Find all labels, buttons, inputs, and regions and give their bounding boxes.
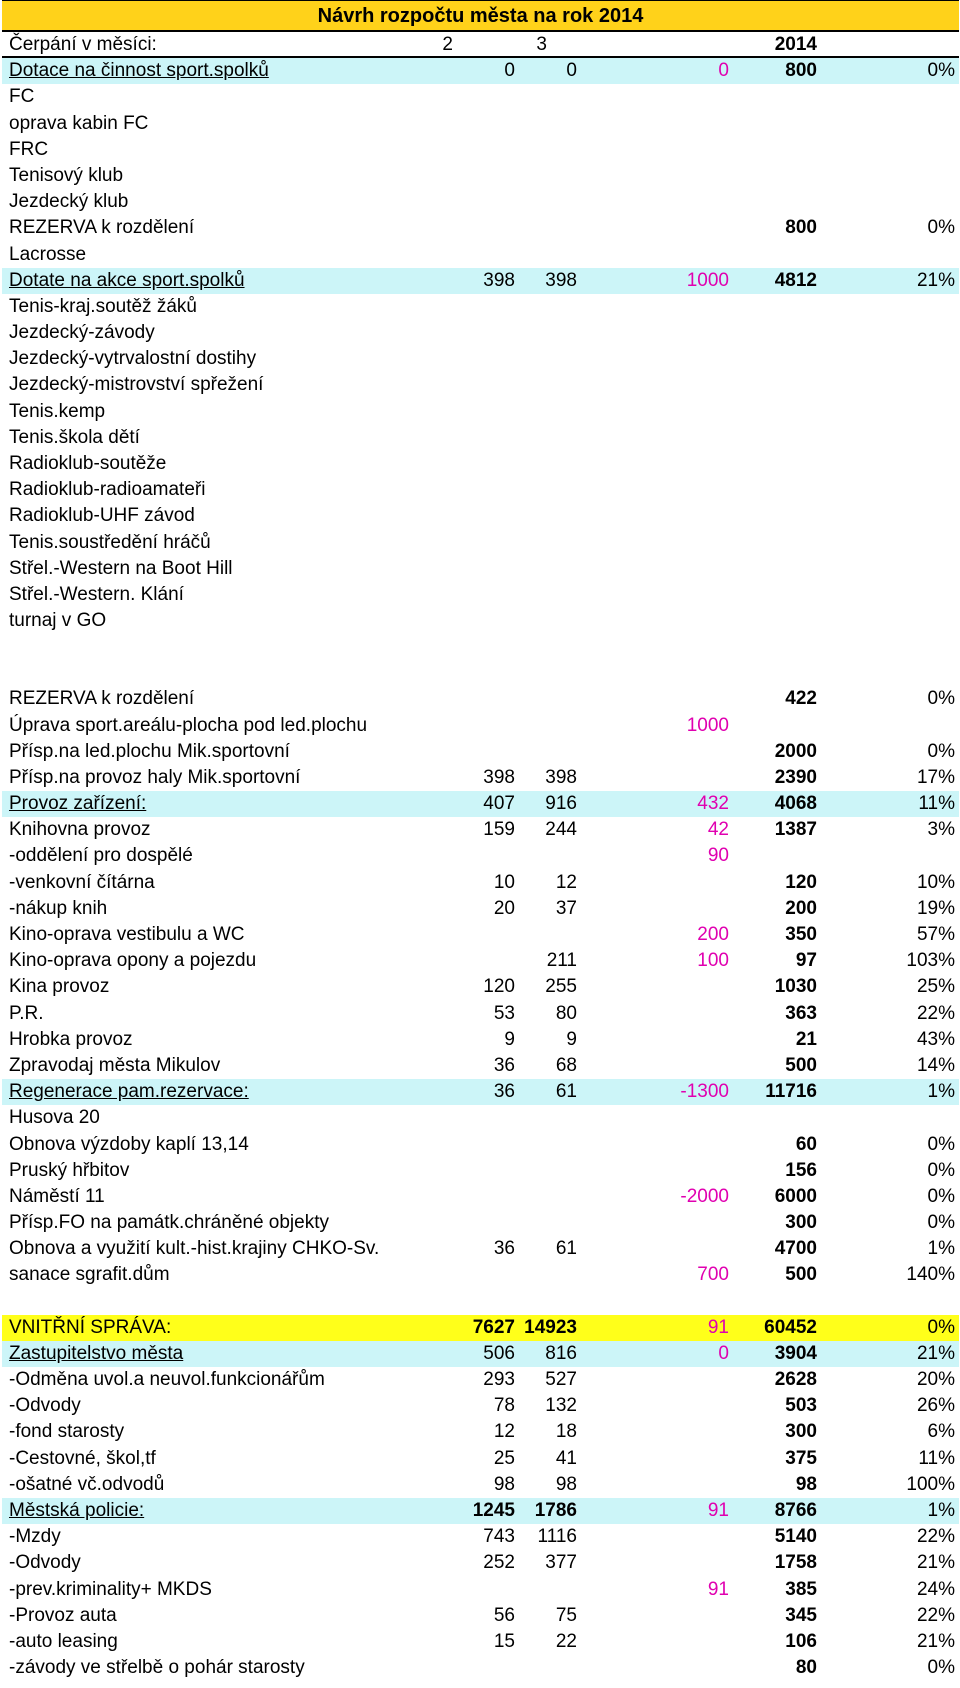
table-row: [2, 791, 959, 817]
cell-month-2: 506: [483, 1342, 515, 1364]
table-row: [2, 268, 959, 294]
cell-change: 0: [718, 1342, 729, 1364]
cell-percent: 1%: [927, 1238, 955, 1260]
cell-month-2: 1245: [472, 1499, 515, 1521]
cell-month-3: 98: [555, 1473, 577, 1495]
row-label: Lacrosse: [9, 243, 87, 265]
table-row: [2, 242, 959, 268]
cell-budget-2014: 2000: [774, 740, 817, 762]
row-label: -Cestovné, škol,tf: [9, 1447, 156, 1469]
cell-percent: 100%: [906, 1473, 955, 1495]
row-label: Náměstí 11: [9, 1185, 105, 1207]
cell-month-3: 68: [555, 1054, 577, 1076]
table-row: [2, 713, 959, 739]
cell-month-3: 132: [545, 1395, 577, 1417]
table-row: [2, 765, 959, 791]
table-row: [2, 1446, 959, 1472]
row-label: FRC: [9, 138, 49, 160]
row-label: Regenerace pam.rezervace:: [9, 1081, 249, 1103]
budget-sheet: [2, 0, 959, 1681]
table-row: [2, 215, 959, 241]
cell-budget-2014: 1758: [774, 1552, 817, 1574]
cell-budget-2014: 8766: [774, 1499, 817, 1521]
cell-month-2: 159: [483, 819, 515, 841]
row-label: Přísp.FO na památk.chráněné objekty: [9, 1212, 329, 1234]
cell-percent: 6%: [927, 1421, 955, 1443]
header-month-2: 3: [536, 34, 547, 55]
cell-budget-2014: 422: [785, 688, 817, 710]
cell-month-2: 407: [483, 793, 515, 815]
cell-budget-2014: 6000: [774, 1185, 817, 1207]
cell-percent: 19%: [916, 897, 955, 919]
row-label: Přísp.na led.plochu Mik.sportovní: [9, 740, 290, 762]
cell-percent: 1%: [927, 1081, 955, 1103]
table-row: [2, 634, 959, 686]
table-row: [2, 1236, 959, 1262]
table-row: [2, 111, 959, 137]
cell-percent: 3%: [927, 819, 955, 841]
cell-budget-2014: 363: [785, 1002, 817, 1024]
table-row: [2, 320, 959, 346]
cell-percent: 0%: [927, 60, 955, 82]
cell-month-3: 80: [555, 1002, 577, 1024]
row-label: Tenis-kraj.soutěž žáků: [9, 295, 197, 317]
cell-percent: 0%: [927, 1133, 955, 1155]
cell-change: -1300: [680, 1081, 729, 1103]
cell-month-3: 255: [545, 976, 577, 998]
table-row: [2, 294, 959, 320]
cell-percent: 0%: [927, 1159, 955, 1181]
cell-percent: 21%: [916, 1552, 955, 1574]
cell-month-2: 53: [493, 1002, 515, 1024]
cell-budget-2014: 2390: [774, 766, 817, 788]
cell-percent: 22%: [916, 1526, 955, 1548]
cell-month-2: 15: [493, 1630, 515, 1652]
cell-budget-2014: 800: [785, 60, 817, 82]
cell-percent: 22%: [916, 1604, 955, 1626]
table-row: [2, 84, 959, 110]
table-row: [2, 530, 959, 556]
cell-month-2: 36: [493, 1238, 515, 1260]
cell-budget-2014: 1387: [774, 819, 817, 841]
row-label: Střel.-Western na Boot Hill: [9, 557, 233, 579]
table-row: [2, 1341, 959, 1367]
cell-percent: 20%: [916, 1369, 955, 1390]
cell-month-3: 75: [555, 1604, 577, 1626]
row-label: Husova 20: [9, 1107, 100, 1129]
row-label: Jezdecký-závody: [9, 322, 155, 344]
cell-change: 42: [707, 819, 729, 841]
table-row: [2, 163, 959, 189]
row-label: -Odvody: [9, 1395, 81, 1417]
cell-percent: 1%: [927, 1499, 955, 1521]
row-label: Střel.-Western. Klání: [9, 583, 184, 605]
cell-budget-2014: 345: [785, 1604, 817, 1626]
table-row: [2, 817, 959, 843]
cell-budget-2014: 11716: [765, 1081, 817, 1103]
cell-month-2: 12: [493, 1421, 515, 1443]
table-row: [2, 1132, 959, 1158]
row-label: -ošatné vč.odvodů: [9, 1473, 165, 1495]
cell-month-3: 61: [555, 1238, 577, 1260]
cell-budget-2014: 800: [785, 217, 817, 239]
cell-budget-2014: 5140: [774, 1526, 817, 1548]
row-label: Radioklub-radioamateři: [9, 479, 206, 501]
cell-percent: 43%: [916, 1028, 955, 1050]
cell-budget-2014: 98: [795, 1473, 817, 1495]
cell-change: 1000: [686, 714, 729, 736]
row-label: Knihovna provoz: [9, 819, 151, 841]
table-row: [2, 372, 959, 398]
row-label: FC: [9, 86, 35, 108]
cell-percent: 140%: [906, 1264, 955, 1286]
budget-rows: [2, 58, 959, 1681]
row-label: -venkovní čítárna: [9, 871, 155, 893]
row-label: -závody ve střelbě o pohár starosty: [9, 1657, 305, 1679]
table-row: [2, 1289, 959, 1315]
table-row: [2, 1262, 959, 1288]
cell-percent: 57%: [916, 924, 955, 945]
row-label: Provoz zařízení:: [9, 793, 147, 815]
row-label: Kina provoz: [9, 976, 110, 998]
row-label: -oddělení pro dospělé: [9, 845, 193, 867]
row-label: Tenis.škola dětí: [9, 426, 140, 448]
row-label: -Odvody: [9, 1552, 81, 1574]
row-label: Tenisový klub: [9, 164, 124, 186]
row-label: -fond starosty: [9, 1421, 125, 1443]
table-row: [2, 503, 959, 529]
header-label: Čerpání v měsíci:: [9, 34, 157, 55]
cell-percent: 11%: [918, 793, 955, 815]
table-row: [2, 1577, 959, 1603]
cell-percent: 103%: [906, 950, 955, 972]
cell-month-2: 98: [493, 1473, 515, 1495]
table-row: [2, 1210, 959, 1236]
cell-month-3: 916: [545, 793, 577, 815]
cell-percent: 17%: [916, 766, 955, 788]
cell-month-2: 120: [483, 976, 515, 998]
cell-change: 91: [707, 1316, 729, 1338]
cell-month-2: 56: [493, 1604, 515, 1626]
row-label: Přísp.na provoz haly Mik.sportovní: [9, 766, 301, 788]
table-row: [2, 1184, 959, 1210]
table-row: [2, 582, 959, 608]
cell-month-3: 41: [555, 1447, 577, 1469]
cell-change: 90: [707, 845, 729, 867]
row-label: -nákup knih: [9, 897, 108, 919]
cell-month-2: 398: [483, 766, 515, 788]
row-label: Zastupitelstvo města: [9, 1342, 184, 1364]
cell-percent: 0%: [927, 217, 955, 239]
row-label: VNITŘNÍ SPRÁVA:: [9, 1316, 172, 1338]
row-label: Radioklub-UHF závod: [9, 505, 195, 527]
table-row: [2, 58, 959, 84]
table-row: [2, 896, 959, 922]
row-label: Městská policie:: [9, 1499, 145, 1521]
table-row: [2, 451, 959, 477]
row-label: Hrobka provoz: [9, 1028, 133, 1050]
cell-month-3: 1116: [537, 1526, 577, 1548]
cell-percent: 0%: [927, 688, 955, 710]
cell-month-3: 18: [555, 1421, 577, 1443]
table-row: [2, 870, 959, 896]
cell-budget-2014: 60452: [764, 1316, 817, 1338]
table-row: [2, 1001, 959, 1027]
row-label: -Mzdy: [9, 1526, 61, 1548]
cell-month-3: 1786: [534, 1499, 577, 1521]
table-row: [2, 686, 959, 712]
row-label: -prev.kriminality+ MKDS: [9, 1578, 212, 1600]
row-label: turnaj v GO: [9, 610, 107, 632]
row-label: -auto leasing: [9, 1630, 118, 1652]
table-row: [2, 1629, 959, 1655]
cell-month-2: 9: [504, 1028, 515, 1050]
cell-month-2: 252: [483, 1552, 515, 1574]
table-row: [2, 1524, 959, 1550]
cell-change: 91: [707, 1499, 729, 1521]
cell-budget-2014: 503: [785, 1395, 817, 1417]
cell-month-2: 743: [483, 1526, 515, 1548]
cell-change: 0: [718, 60, 729, 82]
table-row: [2, 556, 959, 582]
row-label: Zpravodaj města Mikulov: [9, 1054, 221, 1076]
cell-percent: 22%: [916, 1002, 955, 1024]
cell-budget-2014: 4812: [774, 269, 817, 291]
cell-month-3: 37: [555, 897, 577, 919]
table-row: [2, 1053, 959, 1079]
table-row: [2, 477, 959, 503]
row-label: Pruský hřbitov: [9, 1159, 130, 1181]
cell-budget-2014: 350: [785, 924, 817, 945]
cell-change: 91: [707, 1578, 729, 1600]
cell-percent: 26%: [916, 1395, 955, 1417]
cell-budget-2014: 200: [785, 897, 817, 919]
cell-budget-2014: 375: [785, 1447, 817, 1469]
table-row: [2, 137, 959, 163]
cell-month-3: 816: [545, 1342, 577, 1364]
cell-budget-2014: 385: [785, 1578, 817, 1600]
row-label: Kino-oprava opony a pojezdu: [9, 950, 257, 972]
cell-budget-2014: 4068: [774, 793, 817, 815]
cell-budget-2014: 500: [785, 1054, 817, 1076]
cell-percent: 0%: [927, 1185, 955, 1207]
cell-month-2: 25: [493, 1447, 515, 1469]
cell-month-3: 61: [555, 1081, 577, 1103]
cell-change: 700: [697, 1264, 729, 1286]
cell-month-2: 78: [493, 1395, 515, 1417]
cell-month-2: 0: [504, 60, 515, 82]
table-row: [2, 1419, 959, 1445]
row-label: Dotace na činnost sport.spolků: [9, 60, 269, 82]
cell-month-3: 527: [545, 1369, 577, 1390]
cell-percent: 21%: [916, 1630, 955, 1652]
cell-change: 200: [697, 924, 729, 945]
cell-month-2: 7627: [472, 1316, 515, 1338]
row-label: Obnova a využití kult.-hist.krajiny CHKO-Sv.: [9, 1238, 380, 1260]
cell-percent: 14%: [916, 1054, 955, 1076]
row-label: Obnova výzdoby kaplí 13,14: [9, 1133, 249, 1155]
cell-budget-2014: 60: [795, 1133, 817, 1155]
cell-month-3: 398: [545, 766, 577, 788]
cell-budget-2014: 4700: [774, 1238, 817, 1260]
table-row: [2, 1315, 959, 1341]
cell-month-3: 377: [545, 1552, 577, 1574]
cell-budget-2014: 300: [785, 1421, 817, 1443]
cell-percent: 21%: [916, 1342, 955, 1364]
table-row: [2, 1105, 959, 1131]
header-year: 2014: [774, 34, 817, 55]
cell-month-2: 10: [493, 871, 515, 893]
cell-budget-2014: 3904: [774, 1342, 817, 1364]
cell-percent: 25%: [916, 976, 955, 998]
table-row: [2, 974, 959, 1000]
cell-budget-2014: 2628: [774, 1369, 817, 1390]
cell-month-2: 36: [493, 1054, 515, 1076]
cell-percent: 21%: [916, 269, 955, 291]
table-row: [2, 399, 959, 425]
cell-percent: 0%: [927, 1316, 955, 1338]
table-row: [2, 1027, 959, 1053]
cell-percent: 0%: [927, 1657, 955, 1679]
table-row: [2, 843, 959, 869]
cell-month-3: 9: [566, 1028, 577, 1050]
row-label: Radioklub-soutěže: [9, 453, 167, 474]
row-label: sanace sgrafit.dům: [9, 1264, 170, 1286]
table-row: [2, 1550, 959, 1576]
row-label: Tenis.kemp: [9, 400, 106, 422]
cell-month-3: 12: [555, 871, 577, 893]
table-row: [2, 922, 959, 948]
header-month-1: 2: [442, 34, 453, 55]
cell-month-3: 244: [545, 819, 577, 841]
row-label: Tenis.soustředění hráčů: [9, 531, 211, 553]
row-label: Kino-oprava vestibulu a WC: [9, 924, 245, 945]
header-row: [2, 32, 959, 58]
row-label: REZERVA k rozdělení: [9, 688, 195, 710]
row-label: oprava kabin FC: [9, 112, 149, 134]
row-label: -Provoz auta: [9, 1604, 117, 1626]
cell-month-3: 398: [545, 269, 577, 291]
cell-budget-2014: 21: [795, 1028, 817, 1050]
table-row: [2, 1367, 959, 1393]
sheet-title: Návrh rozpočtu města na rok 2014: [2, 0, 959, 32]
cell-percent: 0%: [927, 740, 955, 762]
cell-month-2: 293: [483, 1369, 515, 1390]
table-row: [2, 1158, 959, 1184]
row-label: Jezdecký-vytrvalostní dostihy: [9, 348, 257, 370]
cell-budget-2014: 97: [795, 950, 817, 972]
cell-percent: 10%: [916, 871, 955, 893]
cell-month-3: 14923: [524, 1316, 577, 1338]
row-label: P.R.: [9, 1002, 44, 1024]
row-label: Úprava sport.areálu-plocha pod led.plochu: [9, 714, 368, 736]
row-label: REZERVA k rozdělení: [9, 217, 195, 239]
cell-month-3: 0: [566, 60, 577, 82]
cell-budget-2014: 106: [785, 1630, 817, 1652]
cell-month-2: 36: [493, 1081, 515, 1103]
cell-change: 432: [697, 793, 729, 815]
cell-budget-2014: 300: [785, 1212, 817, 1234]
cell-budget-2014: 80: [795, 1657, 817, 1679]
table-row: [2, 346, 959, 372]
cell-percent: 24%: [916, 1578, 955, 1600]
table-row: [2, 1498, 959, 1524]
cell-budget-2014: 500: [785, 1264, 817, 1286]
row-label: Dotate na akce sport.spolků: [9, 269, 245, 291]
cell-budget-2014: 120: [785, 871, 817, 893]
table-row: [2, 739, 959, 765]
table-row: [2, 1079, 959, 1105]
row-label: Jezdecký klub: [9, 191, 129, 213]
cell-change: 100: [697, 950, 729, 972]
table-row: [2, 1603, 959, 1629]
cell-change: -2000: [680, 1185, 729, 1207]
table-row: [2, 1393, 959, 1419]
cell-budget-2014: 156: [785, 1159, 817, 1181]
row-label: Jezdecký-mistrovství spřežení: [9, 374, 264, 396]
table-row: [2, 1655, 959, 1681]
cell-month-2: 398: [483, 269, 515, 291]
table-row: [2, 608, 959, 634]
table-row: [2, 189, 959, 215]
cell-percent: 11%: [918, 1447, 955, 1469]
cell-change: 1000: [686, 269, 729, 291]
cell-month-2: 20: [493, 897, 515, 919]
row-label: -Odměna uvol.a neuvol.funkcionářům: [9, 1369, 325, 1390]
cell-month-3: 211: [546, 950, 577, 972]
cell-month-3: 22: [555, 1630, 577, 1652]
table-row: [2, 425, 959, 451]
table-row: [2, 948, 959, 974]
cell-budget-2014: 1030: [774, 976, 817, 998]
table-row: [2, 1472, 959, 1498]
cell-percent: 0%: [927, 1212, 955, 1234]
